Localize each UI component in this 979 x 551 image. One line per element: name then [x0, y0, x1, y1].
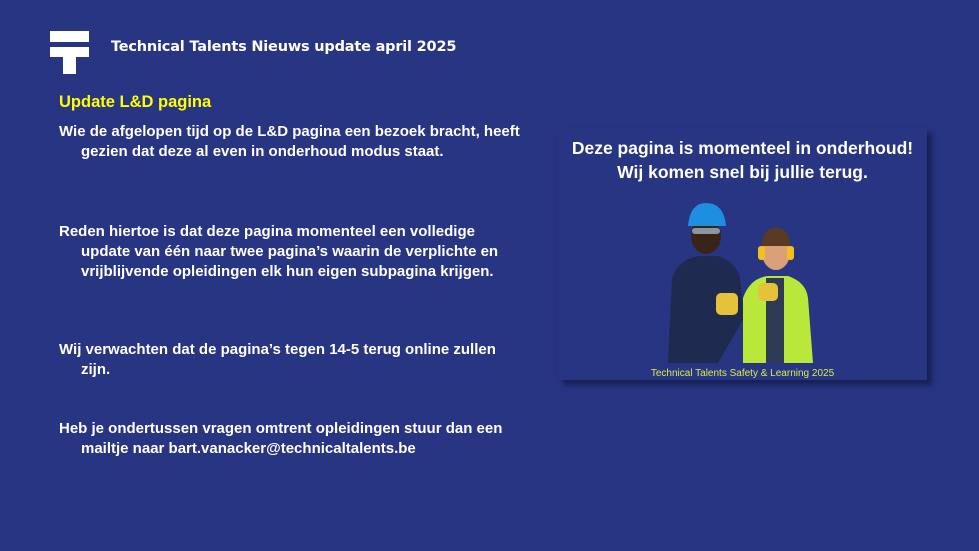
card-title-line-2: Wij komen snel bij jullie terug.: [617, 162, 868, 182]
maintenance-card: [558, 128, 927, 380]
paragraph-maintenance: Wie de afgelopen tijd op de L&D pagina een bezoek bracht, heeft gezien dat deze al even in onderhoud modus staat.: [59, 123, 520, 160]
card-footer: Technical Talents Safety & Learning 2025: [650, 368, 835, 379]
page-title: Technical Talents Nieuws update april 2025: [111, 39, 457, 55]
paragraph-reason: Reden hiertoe is dat deze pagina momenteel een volledige update van één naar twee pagina’s waarin de verplichte en vrijblijvende opleidingen elk hun eigen subpagina krijgen.: [59, 223, 499, 280]
section-heading: Update L&D pagina: [59, 93, 212, 111]
paragraph-contact: Heb je ondertussen vragen omtrent opleidingen stuur dan een mailtje naar bart.vanacker@technicaltalents.be: [59, 420, 503, 457]
card-title: [558, 136, 927, 184]
workers-illustration: [658, 198, 828, 363]
technical-talents-logo-icon: [50, 31, 89, 74]
card-title-line-1: Deze pagina is momenteel in onderhoud!: [571, 138, 914, 158]
paragraph-expected-date: Wij verwachten dat de pagina’s tegen 14-5 terug online zullen zijn.: [59, 341, 496, 378]
